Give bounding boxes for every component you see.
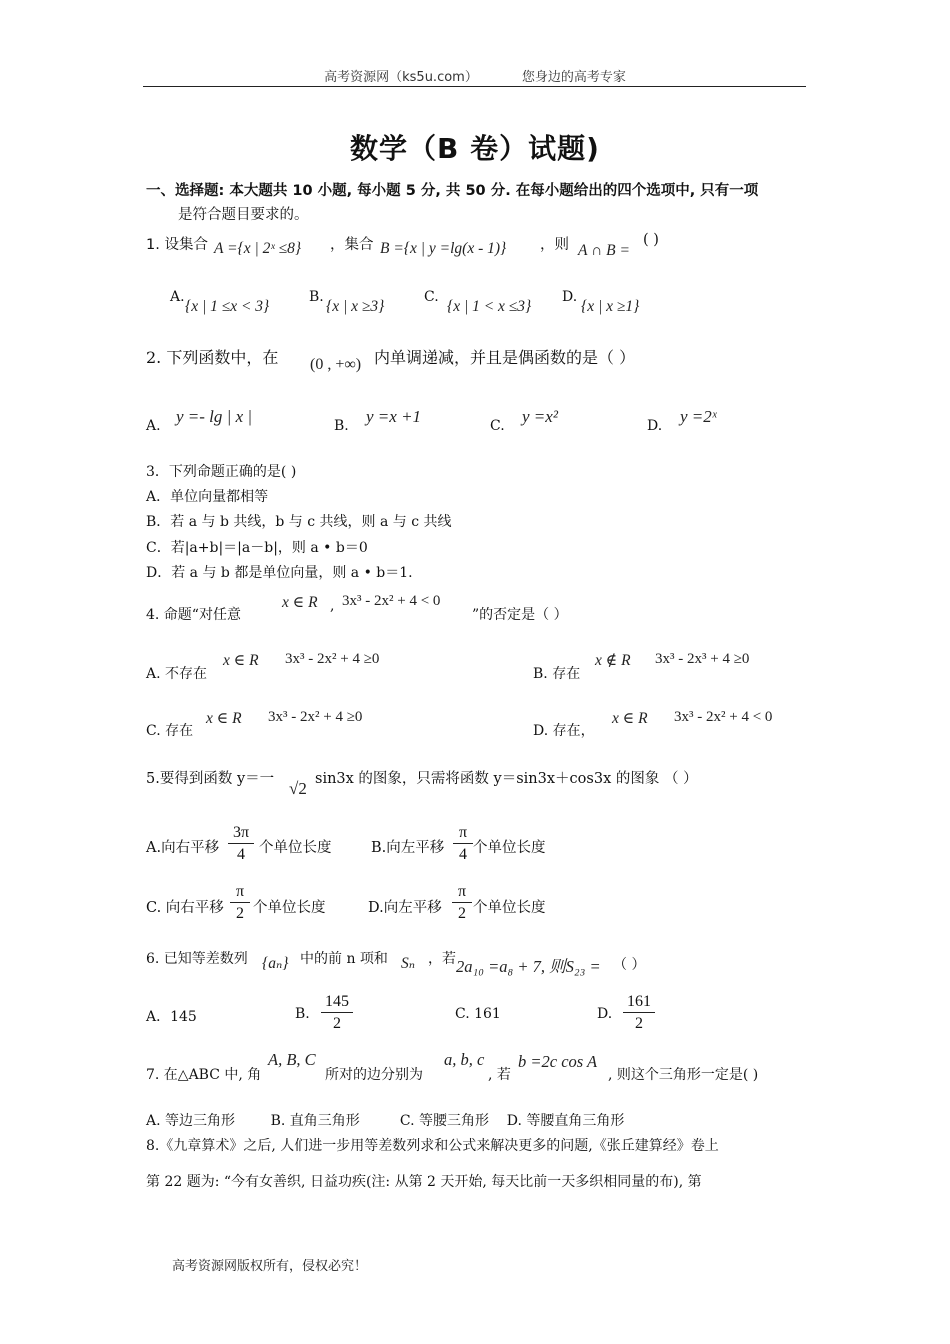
q1-opt-d-label: D. [562, 289, 578, 305]
q4-opt-b-ineq: 3x³ - 2x³ + 4 ≥0 [655, 651, 750, 667]
q1-opt-a-label: A. [170, 289, 185, 305]
q5-opt-c-fraction [230, 882, 250, 925]
q1-opt-a: {x | 1 ≤x < 3} [185, 298, 270, 315]
q2-interval: (0 , +∞) [310, 356, 362, 373]
q3-option-c: C．若|a+b|＝|a－b|，则 a • b＝0 [146, 540, 368, 556]
q5-opt-d-num: π [452, 882, 472, 903]
q4-prefix: 4. 命题“对任意 [146, 607, 241, 623]
q1-opt-c-label: C. [424, 289, 439, 305]
q7-prefix: 7. 在△ABC 中, 角 [146, 1067, 262, 1083]
q6-prefix: 6. 已知等差数列 [146, 951, 248, 967]
q3-option-b: B．若 a 与 b 共线，b 与 c 共线，则 a 与 c 共线 [146, 514, 452, 530]
q5-opt-c-post: 个单位长度 [253, 900, 326, 916]
q1-opt-c: {x | 1 < x ≤3} [447, 298, 532, 315]
q5-opt-a-num: 3π [228, 823, 254, 844]
section-heading-line2: 是符合题目要求的。 [178, 207, 309, 223]
header-rule [143, 86, 806, 87]
header-site: 高考资源网（ks5u.com） [324, 70, 478, 85]
q6-opt-d-label: D. [597, 1006, 613, 1022]
q6-ruo: ，若 [428, 951, 456, 967]
q4-opt-c-ineq: 3x³ - 2x² + 4 ≥0 [268, 709, 363, 725]
q6-opt-b-label: B. [295, 1006, 310, 1022]
q4-opt-c-label: C. 存在 [146, 723, 194, 739]
q7-suffix: , 则这个三角形一定是( ) [608, 1067, 759, 1083]
q2-suffix: 内单调递减，并且是偶函数的是（ ） [374, 348, 636, 367]
q4-suffix: ”的否定是（ ） [472, 607, 568, 623]
q4-opt-c-cond: x ∈ R [206, 710, 242, 727]
header-slogan: 您身边的高考专家 [521, 70, 626, 85]
q5-opt-d-post: 个单位长度 [473, 900, 546, 916]
q5-suffix: sin3x 的图象，只需将函数 y＝sin3x＋cos3x 的图象 （ ） [315, 771, 698, 787]
q6-opt-b-num: 145 [321, 992, 353, 1013]
q5-opt-c-pre: C. 向右平移 [146, 900, 224, 916]
q1-expr: A ∩ B = [578, 242, 630, 259]
q6-opt-d-den: 2 [635, 1015, 643, 1032]
q2-prefix: 2. 下列函数中，在 [146, 348, 279, 367]
q2-opt-a-label: A. [146, 418, 161, 434]
q4-opt-a-label: A. 不存在 [146, 666, 208, 682]
q6-cond: 2a₁₀ =a₈ + 7, 则S₂₃ = [456, 957, 601, 976]
page-header [0, 66, 950, 85]
q2-opt-d: y =2ˣ [680, 407, 717, 426]
q6-opt-d-num: 161 [623, 992, 655, 1013]
q5-prefix: 5.要得到函数 y＝一 [146, 771, 275, 787]
q1-opt-b-label: B. [309, 289, 324, 305]
q4-opt-a-ineq: 3x³ - 2x² + 4 ≥0 [285, 651, 380, 667]
q7-options: A. 等边三角形 B. 直角三角形 C. 等腰三角形 D. 等腰直角三角形 [146, 1113, 625, 1129]
q4-opt-a-cond: x ∈ R [223, 652, 259, 669]
section-heading-line1: 一、选择题: 本大题共 10 小题, 每小题 5 分, 共 50 分. 在每小题给出的四个选项中, 只有一项 [146, 183, 759, 199]
q2-opt-d-label: D. [647, 418, 663, 434]
q1-opt-b: {x | x ≥3} [326, 298, 385, 315]
q6-mid: 中的前 n 项和 [300, 951, 388, 967]
q4-opt-d-label: D. 存在， [533, 723, 595, 739]
q4-opt-d-ineq: 3x³ - 2x² + 4 < 0 [674, 709, 773, 725]
q6-opt-b-fraction [321, 992, 353, 1035]
q5-opt-b-post: 个单位长度 [473, 840, 546, 856]
page-footer: 高考资源网版权所有，侵权必究！ [172, 1259, 368, 1274]
q3-stem: 3．下列命题正确的是( ) [146, 464, 297, 480]
q5-opt-d-den: 2 [458, 905, 466, 922]
q5-opt-c-den: 2 [236, 905, 244, 922]
q4-opt-d-cond: x ∈ R [612, 710, 648, 727]
q1-then: ，则 [540, 237, 569, 253]
q4-opt-b-label: B. 存在 [533, 666, 581, 682]
q1-set-a: A ={x | 2ˣ ≤8} [214, 240, 302, 257]
q6-seq: {aₙ} [262, 955, 289, 972]
q8-line2: 第 22 题为: “今有女善织, 日益功疾(注: 从第 2 天开始, 每天比前一天多织相同量的布), 第 [146, 1174, 702, 1190]
q5-opt-a-post: 个单位长度 [259, 840, 332, 856]
q5-opt-b-fraction [453, 823, 473, 866]
q4-cond: x ∈ R [282, 594, 318, 611]
q7-ruo: , 若 [488, 1067, 511, 1083]
q2-opt-b-label: B. [334, 418, 349, 434]
q6-opt-b-den: 2 [333, 1015, 341, 1032]
q6-opt-a: A．145 [146, 1009, 197, 1025]
q1-set-b: B ={x | y =lg(x - 1)} [380, 240, 507, 257]
page-title: 数学（B 卷）试题) [350, 132, 600, 165]
q5-opt-b-den: 4 [459, 846, 467, 863]
q1-prefix: 1. 设集合 [146, 237, 208, 253]
q2-opt-a: y =- lg | x | [176, 407, 253, 426]
q4-sep: , [330, 598, 335, 614]
q2-opt-c-label: C. [490, 418, 505, 434]
q3-option-a: A．单位向量都相等 [146, 489, 269, 505]
q5-opt-a-fraction [228, 823, 254, 866]
q1-paren: ( ) [643, 232, 659, 248]
q5-opt-b-num: π [453, 823, 473, 844]
q3-option-d: D．若 a 与 b 都是单位向量，则 a • b＝1. [146, 565, 413, 581]
q1-mid: ，集合 [330, 237, 374, 253]
q5-opt-d-pre: D.向左平移 [368, 900, 442, 916]
q7-angles: A, B, C [268, 1050, 316, 1069]
q1-opt-d: {x | x ≥1} [581, 298, 640, 315]
q6-opt-c: C. 161 [455, 1006, 501, 1022]
q5-opt-a-den: 4 [237, 846, 245, 863]
q8-line1: 8.《九章算术》之后, 人们进一步用等差数列求和公式来解决更多的问题,《张丘建算经》卷上 [146, 1138, 719, 1154]
q2-opt-c: y =x² [522, 407, 558, 426]
q5-opt-a-pre: A.向右平移 [146, 840, 220, 856]
q6-opt-d-fraction [623, 992, 655, 1035]
q6-sn: Sₙ [401, 955, 416, 972]
q2-opt-b: y =x +1 [366, 407, 422, 426]
q7-mid: 所对的边分别为 [325, 1067, 423, 1083]
q7-cond: b =2c cos A [518, 1052, 598, 1071]
q7-sides: a, b, c [444, 1050, 485, 1069]
q5-opt-c-num: π [230, 882, 250, 903]
q5-opt-b-pre: B.向左平移 [371, 840, 445, 856]
q5-sqrt: √2 [289, 779, 307, 798]
q4-opt-b-cond: x ∉ R [595, 652, 631, 669]
q6-paren: （ ） [613, 957, 646, 973]
q4-ineq: 3x³ - 2x² + 4 < 0 [342, 593, 441, 609]
q5-opt-d-fraction [452, 882, 472, 925]
